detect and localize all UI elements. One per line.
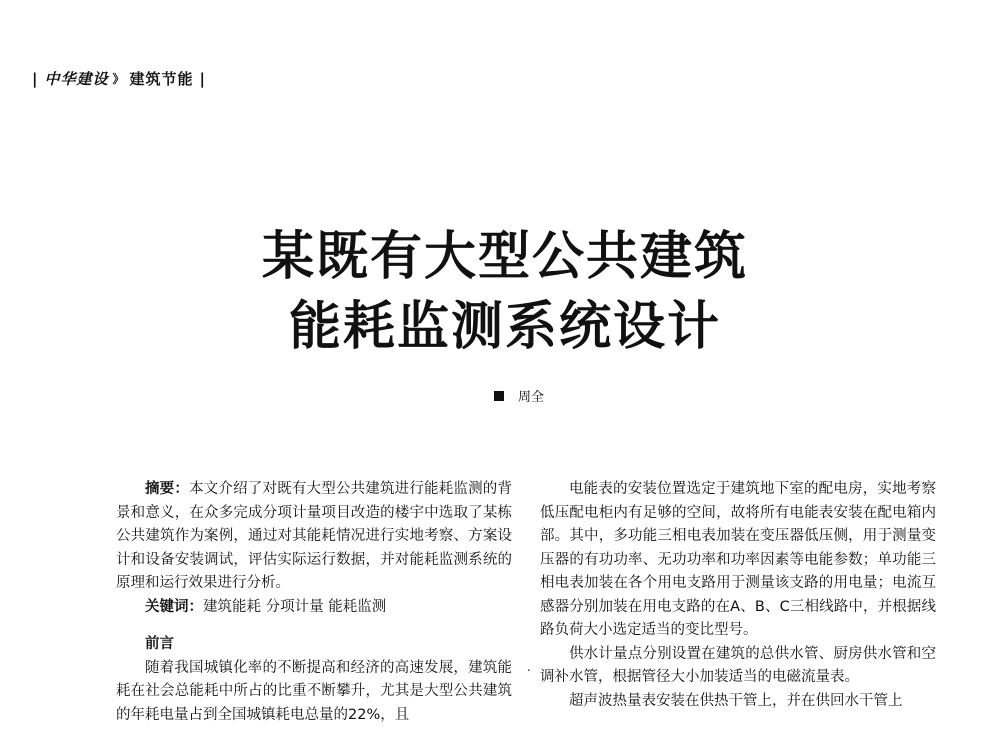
right-paragraph-3: 超声波热量表安装在供热干管上，并在供回水干管上 bbox=[569, 692, 903, 709]
right-column bbox=[540, 478, 936, 713]
abstract-text: 本文介绍了对既有大型公共建筑进行能耗监测的背景和意义，在众多完成分项计量项目改造的楼宇中选取了某栋公共建筑作为案例，通过对其能耗情况进行实地考察、方案设计和设备安装调试，评估实际运行数据，并对能耗监测系统的原理和运行效果进行分析。 bbox=[116, 481, 512, 591]
right-paragraph-2: 供水计量点分别设置在建筑的总供水管、厨房供水管和空调补水管，根据管径大小加装适当的电磁流量表。 bbox=[540, 645, 936, 685]
abstract-label: 摘要： bbox=[145, 481, 190, 497]
journal-brand: 中华建设 bbox=[44, 70, 109, 88]
intro-heading: 前言 bbox=[145, 636, 174, 652]
header-bar-left: | bbox=[32, 69, 39, 88]
title-line-2: 能耗监测系统设计 bbox=[288, 297, 721, 357]
left-column bbox=[116, 478, 512, 727]
keywords-paragraph bbox=[116, 596, 512, 620]
article-title bbox=[0, 222, 1000, 362]
header-bar-right: | bbox=[199, 69, 207, 88]
journal-header bbox=[26, 68, 212, 89]
right-paragraph-1: 电能表的安装位置选定于建筑地下室的配电房，实地考察低压配电柜内有足够的空间，故将所有电能表安装在配电箱内部。其中，多功能三相电表加装在变压器低压侧，用于测量变压器的有功功率、无功功率和功率因素等电能参数；单功能三相电表加装在各个用电支路用于测量该支路的用电量；电流互感器分别加装在用电支路的在A、B、C三相线路中，并根据线路负荷大小选定适当的变比型号。 bbox=[540, 481, 936, 638]
keywords-label: 关键词： bbox=[145, 598, 203, 615]
author-line bbox=[494, 386, 544, 405]
abstract-paragraph bbox=[116, 478, 512, 596]
author-square-icon bbox=[494, 391, 504, 401]
header-separator: 》 bbox=[112, 72, 126, 86]
author-name: 周全 bbox=[518, 390, 545, 405]
intro-paragraph: 随着我国城镇化率的不断提高和经济的高速发展，建筑能耗在社会总能耗中所占的比重不断攀升，尤其是大型公共建筑的年耗电量占到全国城镇耗电总量的22%，且 bbox=[116, 659, 512, 723]
journal-section: 建筑节能 bbox=[129, 70, 194, 88]
stray-dot: . bbox=[527, 660, 531, 674]
title-line-1: 某既有大型公共建筑 bbox=[261, 227, 748, 287]
keywords-text: 建筑能耗 分项计量 能耗监测 bbox=[203, 598, 387, 615]
